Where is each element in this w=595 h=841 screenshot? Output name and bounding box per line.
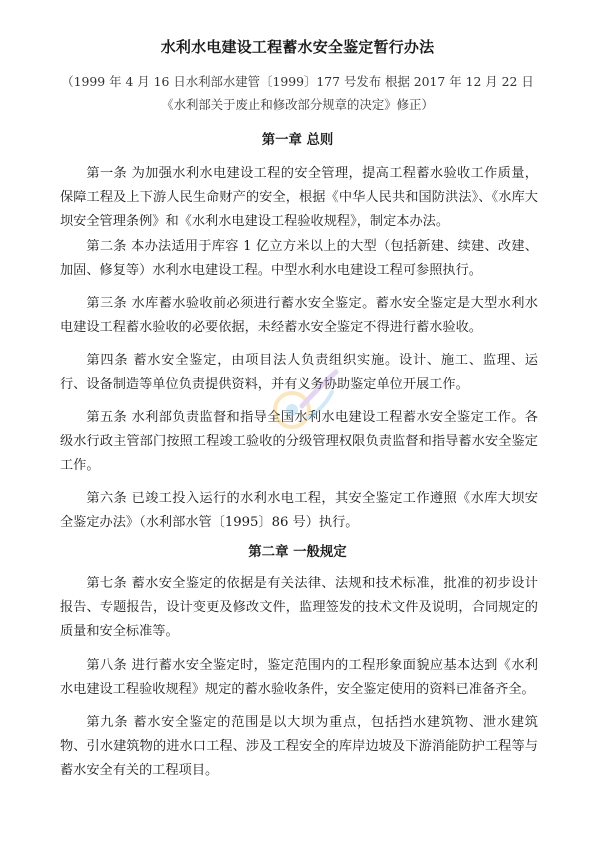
article-2: 第二条 本办法适用于库容 1 亿立方米以上的大型（包括新建、续建、改建、加固、修复等）水利水电建设工程。中型水利水电建设工程可参照执行。 <box>60 239 538 278</box>
document-title: 水利水电建设工程蓄水安全鉴定暂行办法 <box>160 38 435 56</box>
article-4: 第四条 蓄水安全鉴定，由项目法人负责组织实施。设计、施工、监理、运行、设备制造等单位负责提供资料，并有义务协助鉴定单位开展工作。 <box>60 353 538 392</box>
article-1: 第一条 为加强水利水电建设工程的安全管理，提高工程蓄水验收工作质量，保障工程及上下游人民生命财产的安全，根据《中华人民共和国防洪法》、《水库大坝安全管理条例》和《水利水电建设工程验收规程》，制定本办法。 <box>60 166 538 229</box>
article-3: 第三条 水库蓄水验收前必须进行蓄水安全鉴定。蓄水安全鉴定是大型水利水电建设工程蓄水验收的必要依据，未经蓄水安全鉴定不得进行蓄水验收。 <box>60 296 538 335</box>
article-9: 第九条 蓄水安全鉴定的范围是以大坝为重点，包括挡水建筑物、泄水建筑物、引水建筑物的进水口工程、涉及工程安全的库岸边坡及下游消能防护工程等与蓄水安全有关的工程项目。 <box>60 715 538 778</box>
document-subtitle-line2: 《水利部关于废止和修改部分规章的决定》修正） <box>161 97 434 112</box>
document-subtitle-line1: （1999 年 4 月 16 日水利部水建管〔1999〕177 号发布 根据 2017 年 12 月 22 日 <box>61 74 534 89</box>
article-8: 第八条 进行蓄水安全鉴定时，鉴定范围内的工程形象面貌应基本达到《水利水电建设工程验收规程》规定的蓄水验收条件，安全鉴定使用的资料已准备齐全。 <box>60 658 538 697</box>
article-5: 第五条 水利部负责监督和指导全国水利水电建设工程蓄水安全鉴定工作。各级水行政主管部门按照工程竣工验收的分级管理权限负责监督和指导蓄水安全鉴定工作。 <box>60 410 538 473</box>
chapter-heading-1: 第一章 总则 <box>261 133 334 148</box>
article-6: 第六条 已竣工投入运行的水利水电工程，其安全鉴定工作遵照《水库大坝安全鉴定办法》（水利部水管〔1995〕86 号）执行。 <box>60 491 538 530</box>
article-7: 第七条 蓄水安全鉴定的依据是有关法律、法规和技术标准，批准的初步设计报告、专题报告，设计变更及修改文件，监理签发的技术文件及说明，合同规定的质量和安全标准等。 <box>60 576 538 639</box>
chapter-heading-2: 第二章 一般规定 <box>248 545 347 560</box>
